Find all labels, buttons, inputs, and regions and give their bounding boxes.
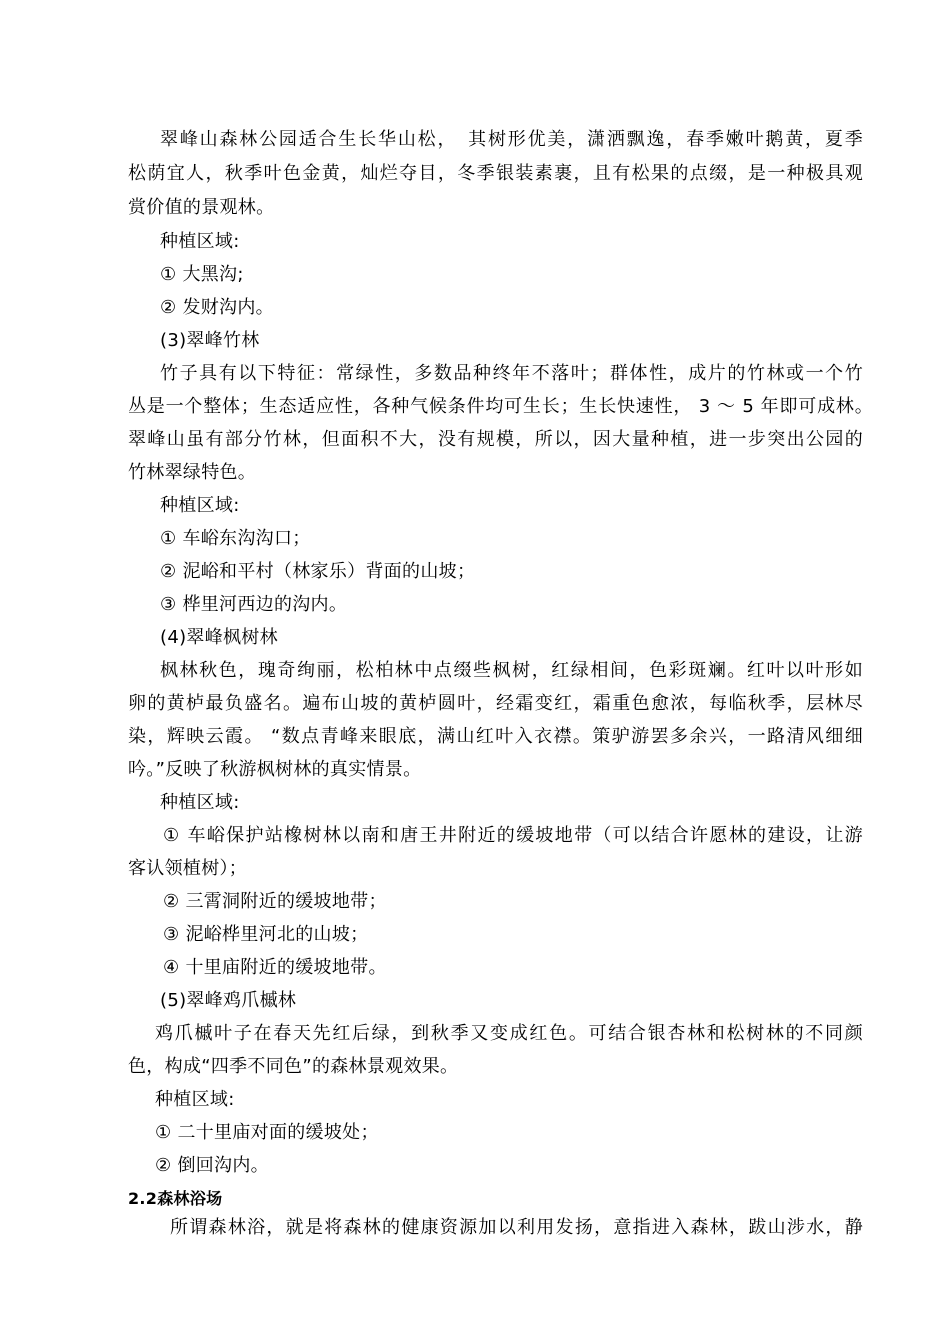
paragraph-line: 卵的黄栌最负盛名。遍布山坡的黄栌圆叶，经霜变红，霜重色愈浓，每临秋季，层林尽: [128, 693, 863, 714]
section-label: 种植区域:: [155, 1089, 235, 1110]
paragraph-line: 竹林翠绿特色。: [128, 462, 257, 483]
list-item: ② 三霄洞附近的缓坡地带；: [163, 891, 387, 912]
paragraph-line: 翠峰山虽有部分竹林，但面积不大，没有规模，所以，因大量种植，进一步突出公园的: [128, 429, 863, 450]
list-item: ④ 十里庙附近的缓坡地带。: [163, 957, 387, 978]
section-label: 种植区域:: [160, 495, 240, 516]
list-item: ② 发财沟内。: [160, 297, 274, 318]
subsection-heading: (4)翠峰枫树林: [160, 627, 278, 648]
list-item: ① 大黑沟;: [160, 264, 244, 285]
subsection-heading: (5)翠峰鸡爪槭林: [160, 990, 297, 1011]
paragraph-line: 鸡爪槭叶子在春天先红后绿，到秋季又变成红色。可结合银杏林和松树林的不同颜: [155, 1023, 863, 1044]
paragraph-line: 染，辉映云霞。 “数点青峰来眼底，满山红叶入衣襟。策驴游罢多余兴，一路清风细细: [128, 726, 863, 747]
section-label: 种植区域:: [160, 792, 240, 813]
paragraph-line: 翠峰山森林公园适合生长华山松， 其树形优美，潇洒飘逸，春季嫩叶鹅黄，夏季: [160, 129, 863, 150]
paragraph-line: 所谓森林浴，就是将森林的健康资源加以利用发扬，意指进入森林，跋山涉水，静: [170, 1217, 863, 1238]
paragraph-line: 枫林秋色，瑰奇绚丽，松柏林中点缀些枫树，红绿相间，色彩斑斓。红叶以叶形如: [160, 660, 863, 681]
list-item: ① 车峪保护站橡树林以南和唐王井附近的缓坡地带（可以结合许愿林的建设，让游: [163, 825, 863, 846]
paragraph-line: 松荫宜人，秋季叶色金黄，灿烂夺目，冬季银装素裹，且有松果的点缀，是一种极具观: [128, 163, 863, 184]
paragraph-line: 竹子具有以下特征：常绿性，多数品种终年不落叶；群体性，成片的竹林或一个竹: [160, 363, 863, 384]
list-item: ② 倒回沟内。: [155, 1155, 269, 1176]
section-heading: 2.2森林浴场: [128, 1189, 223, 1208]
paragraph-line: 色，构成“四季不同色”的森林景观效果。: [128, 1056, 459, 1077]
list-item: ③ 泥峪桦里河北的山坡；: [163, 924, 369, 945]
paragraph-line: 赏价值的景观林。: [128, 197, 275, 218]
list-item: ① 二十里庙对面的缓坡处；: [155, 1122, 379, 1143]
list-item: ③ 桦里河西边的沟内。: [160, 594, 348, 615]
paragraph-line: 吟。”反映了秋游枫树林的真实情景。: [128, 759, 422, 780]
section-label: 种植区域:: [160, 231, 240, 252]
list-item: ① 车峪东沟沟口；: [160, 528, 311, 549]
list-item: ② 泥峪和平村（林家乐）背面的山坡；: [160, 561, 476, 582]
list-item-continuation: 客认领植树）；: [128, 858, 248, 879]
subsection-heading: (3)翠峰竹林: [160, 330, 260, 351]
paragraph-line: 丛是一个整体；生态适应性，各种气候条件均可生长；生长快速性， 3 ～ 5 年即可成林。: [128, 396, 873, 417]
